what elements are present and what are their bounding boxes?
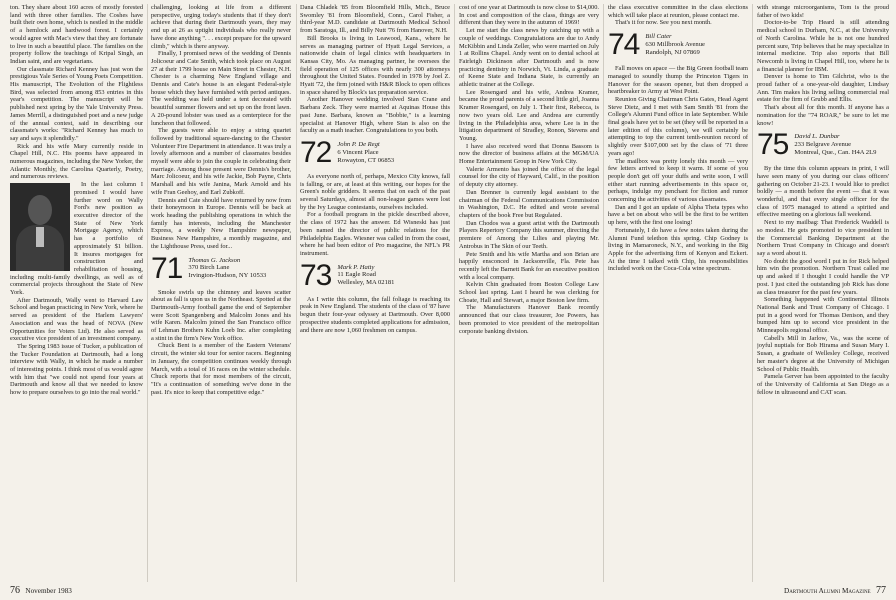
- class-heading-72: [300, 135, 450, 169]
- paragraph: Fall moves on apace — the Big Green football team managed to soundly thump the Princeton Tigers in Hanover for the season opener, but then dropped a heartbreaker to Army at West Point.: [608, 65, 748, 96]
- class-heading-73: [300, 258, 450, 292]
- paragraph: The guests were able to enjoy a string quartet followed by traditional square-dancing to the Chester Volunteer Fire Department in attendance. It was truly a lovely afternoon and a number of classmates besides myself were able to join the couple in celebrating their marriage. Among those present were Dennis's brother, Marc Jolicoeur, and his wife Jackie, Bob Payne, Chris Marshall and his wife Janina, Mark Arnold and his wife Fran Geehoy, and Earl Zubkoff.: [151, 127, 291, 196]
- secretary-address: 370 Birch Lane: [188, 264, 230, 272]
- paragraph: cost of one year at Dartmouth is now close to $14,000. In cost and composition of the class, things are very different than they were in the autumn of 1969!: [459, 4, 599, 27]
- secretary-city: Randolph, NJ 07869: [645, 48, 700, 56]
- column-rule: [603, 4, 604, 582]
- paragraph: Chuck Bent is a member of the Eastern Veterans' circuit, the winter ski tour for senior racers. Beginning in January, the competition continues weekly through March, with a total of 16 races on the winter schedule. Chuck reports that for most members of the circuit, "It's a continuation of something we've done in the past. It's nice to keep that competitive edge.": [151, 342, 291, 396]
- secretary-city: Rowayton, CT 06853: [337, 156, 395, 164]
- paragraph: By the time this column appears in print, I will have seen many of you during our class officers' gathering on October 21-23. I would like to predict boldly — a month before the event — that it was wonderful, and that every single officer for the class of 1975 managed to attend a spirited and effective meeting on a glorious fall weekend.: [757, 165, 889, 219]
- right-footer: [784, 585, 886, 596]
- left-column-3: [300, 4, 450, 578]
- secretary-city: Irvington-Hudson, NY 10533: [188, 272, 267, 280]
- class-number: 71: [151, 251, 183, 285]
- paragraph: challenging, looking at life from a different perspective, urging today's students that if they don't achieve that during their Dartmouth years, they may end up at 26 as uptight individuals who really never have done anything ". . . except prepare for the upward climb," which is there anyway.: [151, 4, 291, 50]
- paragraph: The Spring 1983 issue of Tucker, a publication of the Tucker Foundation at Dartmouth, had a long interview with Wally, in which he made a number of interesting points. I think most of us would agree with him that "we could not spend four years at Dartmouth and know all that we needed to know how to prepare ourselves to go into the real world.": [10, 342, 143, 397]
- right-column-3: [757, 4, 889, 578]
- secretary-city: Montreal, Que., Can. H4A 2L9: [794, 148, 877, 156]
- class-heading-75: [757, 128, 889, 162]
- paragraph: Something happened with Continental Illinois National Bank and Trust Company of Chicago. I put in a good word for Thomas Denison, and they bumped him up to second vice president in the Minneapolis regional office.: [757, 296, 889, 335]
- secretary-address: 11 Eagle Road: [337, 271, 376, 279]
- secretary-name: Mark P. Hatty: [337, 263, 375, 271]
- classmate-photo: [10, 183, 70, 271]
- paragraph: Dan Chodos was a guest artist with the Dartmouth Players Repertory Company this summer, directing the premiere of Among the Lilies and playing Mr. Antrobus in The Skin of our Teeth.: [459, 219, 599, 250]
- paragraph: Another Hanover wedding involved Stan Crane and Barbara Zeck. They were married at Aquinas House this past June. Barbara, known as "Bobbie," is a learning specialist at Hanover High, where Stan is also on the faculty as a math teacher. Congratulations to you both.: [300, 96, 450, 135]
- paragraph: Doctor-to-be Trip Heard is still attending medical school in Durham, N.C., at the University of North Carolina. While he is not one hundred percent sure, Trip believes that he may specialize in internal medicine. Trip also reports that Bill Newcomb is living in Chapel Hill, too, where he is a financial planner for IBM.: [757, 19, 889, 73]
- secretary-name: John P. De Regt: [337, 140, 380, 148]
- column-rule: [296, 4, 297, 582]
- paragraph: Dana Chladek '85 from Bloomfield Hills, Mich., Bruce Swomley '81 from Bloomfield, Conn., Carol Fisher, a third-year M.D. candidate at Dartmouth Medical School from Saratoga, Ill., and Billy Nutt '76 from Hanover, N.H.: [300, 4, 450, 35]
- paragraph: That's about all for this month. If anyone has a nomination for the "74 ROAR," be sure to let me know!: [757, 104, 889, 127]
- secretary-address: 6 Vincent Place: [337, 148, 379, 156]
- right-column-1: [459, 4, 599, 578]
- paragraph: For a football program in the pickle described above, the class of 1972 has the answer. Ed Wisneski has just been named the director of public relations for the Philadelphia Eagles. Wiesner was called in from the coast, where he had been editor of Pro magazine, the NFL's PR instrument.: [300, 211, 450, 257]
- column-rule: [752, 4, 753, 582]
- class-heading-71: [151, 251, 291, 285]
- paragraph: Dan Brenner is currently legal assistant to the chairman of the Federal Communications Commission in Washington, D.C. He edited and wrote several chapters of the book Free but Regulated.: [459, 188, 599, 219]
- paragraph: Pamela Gerver has been appointed to the faculty of the University of California at San Diego as a fellow in ultrasound and CAT scan.: [757, 373, 889, 396]
- paragraph: Bill Brooks is living in Leawood, Kans., where he serves as managing partner of Hyatt Legal Services, a nationwide chain of legal clinics with headquarters in Kansas City, Mo. As managing partner, he oversees the field operation of 125 offices with nearly 300 attorneys throughout the United States. Founded in 1978 by Joel Z. Hyatt '72, the firm joined with H&R Block to open offices in space shared by Block's tax preparation service.: [300, 34, 450, 96]
- page-number: 76: [10, 585, 20, 596]
- paragraph: Finally, I promised news of the wedding of Dennis Jolicoeur and Cate Smith, which took place on August 27 at their 1799 house on Main Street in Chester, N.H. Chester is a charming New England village and Dennis and Cate's house is an elegant Federal-style house which they have furnished with period antiques. The wedding was held under a tent decorated with beautiful summer flowers and set up on the front lawn. A 20-pound lobster was used as a centerpiece for the luncheon that followed.: [151, 50, 291, 127]
- paragraph: ton. They share about 160 acres of mostly forested land with three other families. The Coshes have built their own home, which is nestled in the middle of a hemlock and hardwood forest. I certainly would agree with Mac's view that they are fortunate to live in such a beautiful place. The families on the property follow the teachings of Kripal Singh, an Indian saint, and are vegetarians.: [10, 4, 143, 65]
- paragraph: As I write this column, the fall foliage is reaching its peak in New England. The students of the class of '87 have begun their four-year odyssey at Dartmouth. Over 8,000 prospective students completed applications for admission, and there are now 1,060 freshmen on campus.: [300, 295, 450, 334]
- left-column-2: [151, 4, 291, 578]
- paragraph: the class executive committee in the class elections which will take place at reunion, please contact me.: [608, 4, 748, 19]
- paragraph: Rick and his wife Mary currently reside in Chapel Hill, N.C. His poems have appeared in numerous magazines, including the New Yorker, the Atlantic Monthly, the Carolina Quarterly, Poetry, and numerous reviews.: [10, 142, 143, 181]
- secretary-name: Bill Cater: [645, 33, 672, 41]
- paragraph: I have also received word that Donna Bassom is now the director of business affairs at the MGM/UA Home Entertainment Group in New York City.: [459, 142, 599, 166]
- class-number: 74: [608, 28, 640, 62]
- paragraph: Our classmate Richard Kenney has just won the prestigious Yale Series of Young Poets Competition. His manuscript, The Evolution of the Flightless Bird, was selected from among 853 entries in this year's competition. The manuscript will be published next spring by the Yale University Press. James Merrill, a distinguished poet and a new judge of the annual contest, said in describing our classmate's works: "Richard Kenney has much to say and says it splendidly.": [10, 65, 143, 142]
- paragraph: Cabell's Mill in Jarlow, Va., was the scene of joyful nuptials for Bob Hirama and Susan Mary I. Susan, a graduate of Wellesley College, received her master's degree at the University of Michigan School of Public Health.: [757, 334, 889, 373]
- paragraph: Reunion Giving Chairman Chris Gates, Head Agent Steve Dietz, and I met with Sam Smith '81 from the College's Alumni Fund office in late September. While final goals have yet to be set (they will be reported in a later edition of this column), we will certainly be attempting to top the current tenth-reunion record of slightly over $107,000 set by the class of '71 three years ago!: [608, 95, 748, 157]
- class-heading-74: [608, 28, 748, 62]
- paragraph: Valerie Armento has joined the office of the legal counsel for the city of Hayward, Calif., in the position of deputy city attorney.: [459, 165, 599, 189]
- paragraph: Dennis and Cate should have returned by now from their honeymoon in Europe. Dennis will be back at work heading the publishing operations in which the family has interests, including the Manchester Express, a weekly New Hampshire newspaper, Business New Hampshire, a monthly magazine, and the Lighthouse Press, used for...: [151, 196, 291, 250]
- paragraph: with strange microorganisms, Tom is the proud father of two kids!: [757, 4, 889, 19]
- paragraph: That's it for now. See you next month.: [615, 19, 712, 27]
- paragraph: Let me start the class news by catching up with a couple of weddings. Congratulations are due to Andy McKibbin and Linda Zeller, who were married on July 1 at Rollins Chapel. Andy went on to dental school at Fairleigh Dickinson after Dartmouth and is now practicing dentistry in Norwich, Vt. Linda, a graduate of Keene State and Indiana State, is currently an athletic trainer at the College.: [459, 27, 599, 89]
- class-number: 73: [300, 258, 332, 292]
- paragraph: Smoke swirls up the chimney and leaves scatter about as fall is upon us in the Northeast. Spotted at the Dartmouth-Army football game the end of September were Scott Spangenberg and Malcolm Jones and his wife Karen. Malcolm joined the San Francisco office of Lehman Brothers Kuhn Loeb Inc. after completing a stint in the firm's New York office.: [151, 288, 291, 342]
- paragraph: After Dartmouth, Wally went to Harvard Law School and began practicing in New York, where he served as president of the Harlem Lawyers' Association and was the head of NOVA (New Opportunities for Voters Ltd). He also served as executive vice president of an investment company.: [10, 296, 143, 343]
- page-gutter: [454, 4, 455, 582]
- paragraph: The Manufacturers Hanover Bank recently announced that our class treasurer, Joe Powers, has been promoted to vice president of the metropolitan corporate banking division.: [459, 304, 599, 335]
- issue-date: November 1983: [25, 587, 72, 595]
- class-number: 75: [757, 128, 789, 162]
- column-rule: [147, 4, 148, 582]
- page-number: 77: [876, 585, 886, 596]
- paragraph: Fortunately, I do have a few notes taken during the Alumni Fund telethon this spring. Chip Godney is living in Mamaroneck, N.Y., and working in the Big Apple for the advertising firm of Kenyon and Eckert. At the time I talked with Chip, his responsibilities included work on the Coca-Cola wine spectrum.: [608, 226, 748, 273]
- paragraph: Dan and I got an update of Alpha Theta types who have a bet on about who will be the first to be written up here, with the first one losing!: [608, 203, 748, 227]
- secretary-address: 630 Millbrook Avenue: [645, 40, 705, 48]
- paragraph: Kelvin Chin graduated from Boston College Law School last spring. Last I heard he was clerking for Choate, Hall and Stewart, a major Boston law firm.: [459, 281, 599, 304]
- secretary-name: Thomas G. Jackson: [188, 256, 241, 264]
- magazine-name: Dartmouth Alumni Magazine: [784, 587, 871, 595]
- left-column-1: [10, 4, 143, 578]
- secretary-name: David L. Dunbar: [794, 133, 840, 141]
- paragraph: Lee Rosengard and his wife, Andrea Kramer, became the proud parents of a second little girl, Joanna Kramer Rosengard, on July 1. Their first, Rebecca, is now two years old. Lee and Andrea are currently living in the Philadelphia area, where Lee is in the litigation department of Stradley, Ronon, Stevens and Young.: [459, 88, 599, 142]
- paragraph: As everyone north of, perhaps, Mexico City knows, fall is falling, or are, at least at this writing, our hopes for the Green's noble gridders. It seems that on each of the past several Saturdays, almost all non-league games were lost by the Ivy League contestants, ourselves included.: [300, 172, 450, 211]
- paragraph: Next to my mailbag: That Frederick Waddell is so modest. He gets promoted to vice president in the Commercial Banking Department at the Northern Trust Company in Chicago and doesn't say a word about it.: [757, 219, 889, 257]
- left-footer: [10, 585, 72, 596]
- class-number: 72: [300, 135, 332, 169]
- paragraph: The mailbox was pretty lonely this month — very few letters arrived to keep it warm. If some of you people don't get off your duffs and write soon, I will either start running advertisements in this space or, perhaps, indulge my penchant for fiction and rumor concerning the activities of various classmates.: [608, 157, 748, 204]
- secretary-city: Wellesley, MA 02181: [337, 279, 395, 287]
- paragraph: Pete Smith and his wife Martha and son Brian are happily ensconced in Jacksonville, Fla. Pete has recently left the Barnett Bank for an executive position with a local company.: [459, 250, 599, 281]
- paragraph: Denver is home to Tim Gilchrist, who is the proud father of a one-year-old daughter, Lindsay Ann. Tim makes his living selling commercial real estate for the firm of Grubb and Ellis.: [757, 73, 889, 104]
- right-column-2: [608, 4, 748, 578]
- paragraph: No doubt the good word I put in for Rick helped him win the promotion. Northern Trust called me up and asked if I thought I could handle the VP post. I just cited the outstanding job Rick has done as class treasurer for the past few years.: [757, 257, 889, 296]
- paragraph: In the last column I promised I would have further word on Wally Ford's new position as executive director of the State of New York Mortgage Agency, which has a portfolio of approximately $1 billion. It insures mortgages for construction and rehabilitation of housing, including multi-family dwellings, as well as of commercial projects throughout the State of New York.: [10, 181, 143, 297]
- secretary-address: 233 Belgrave Avenue: [794, 141, 852, 149]
